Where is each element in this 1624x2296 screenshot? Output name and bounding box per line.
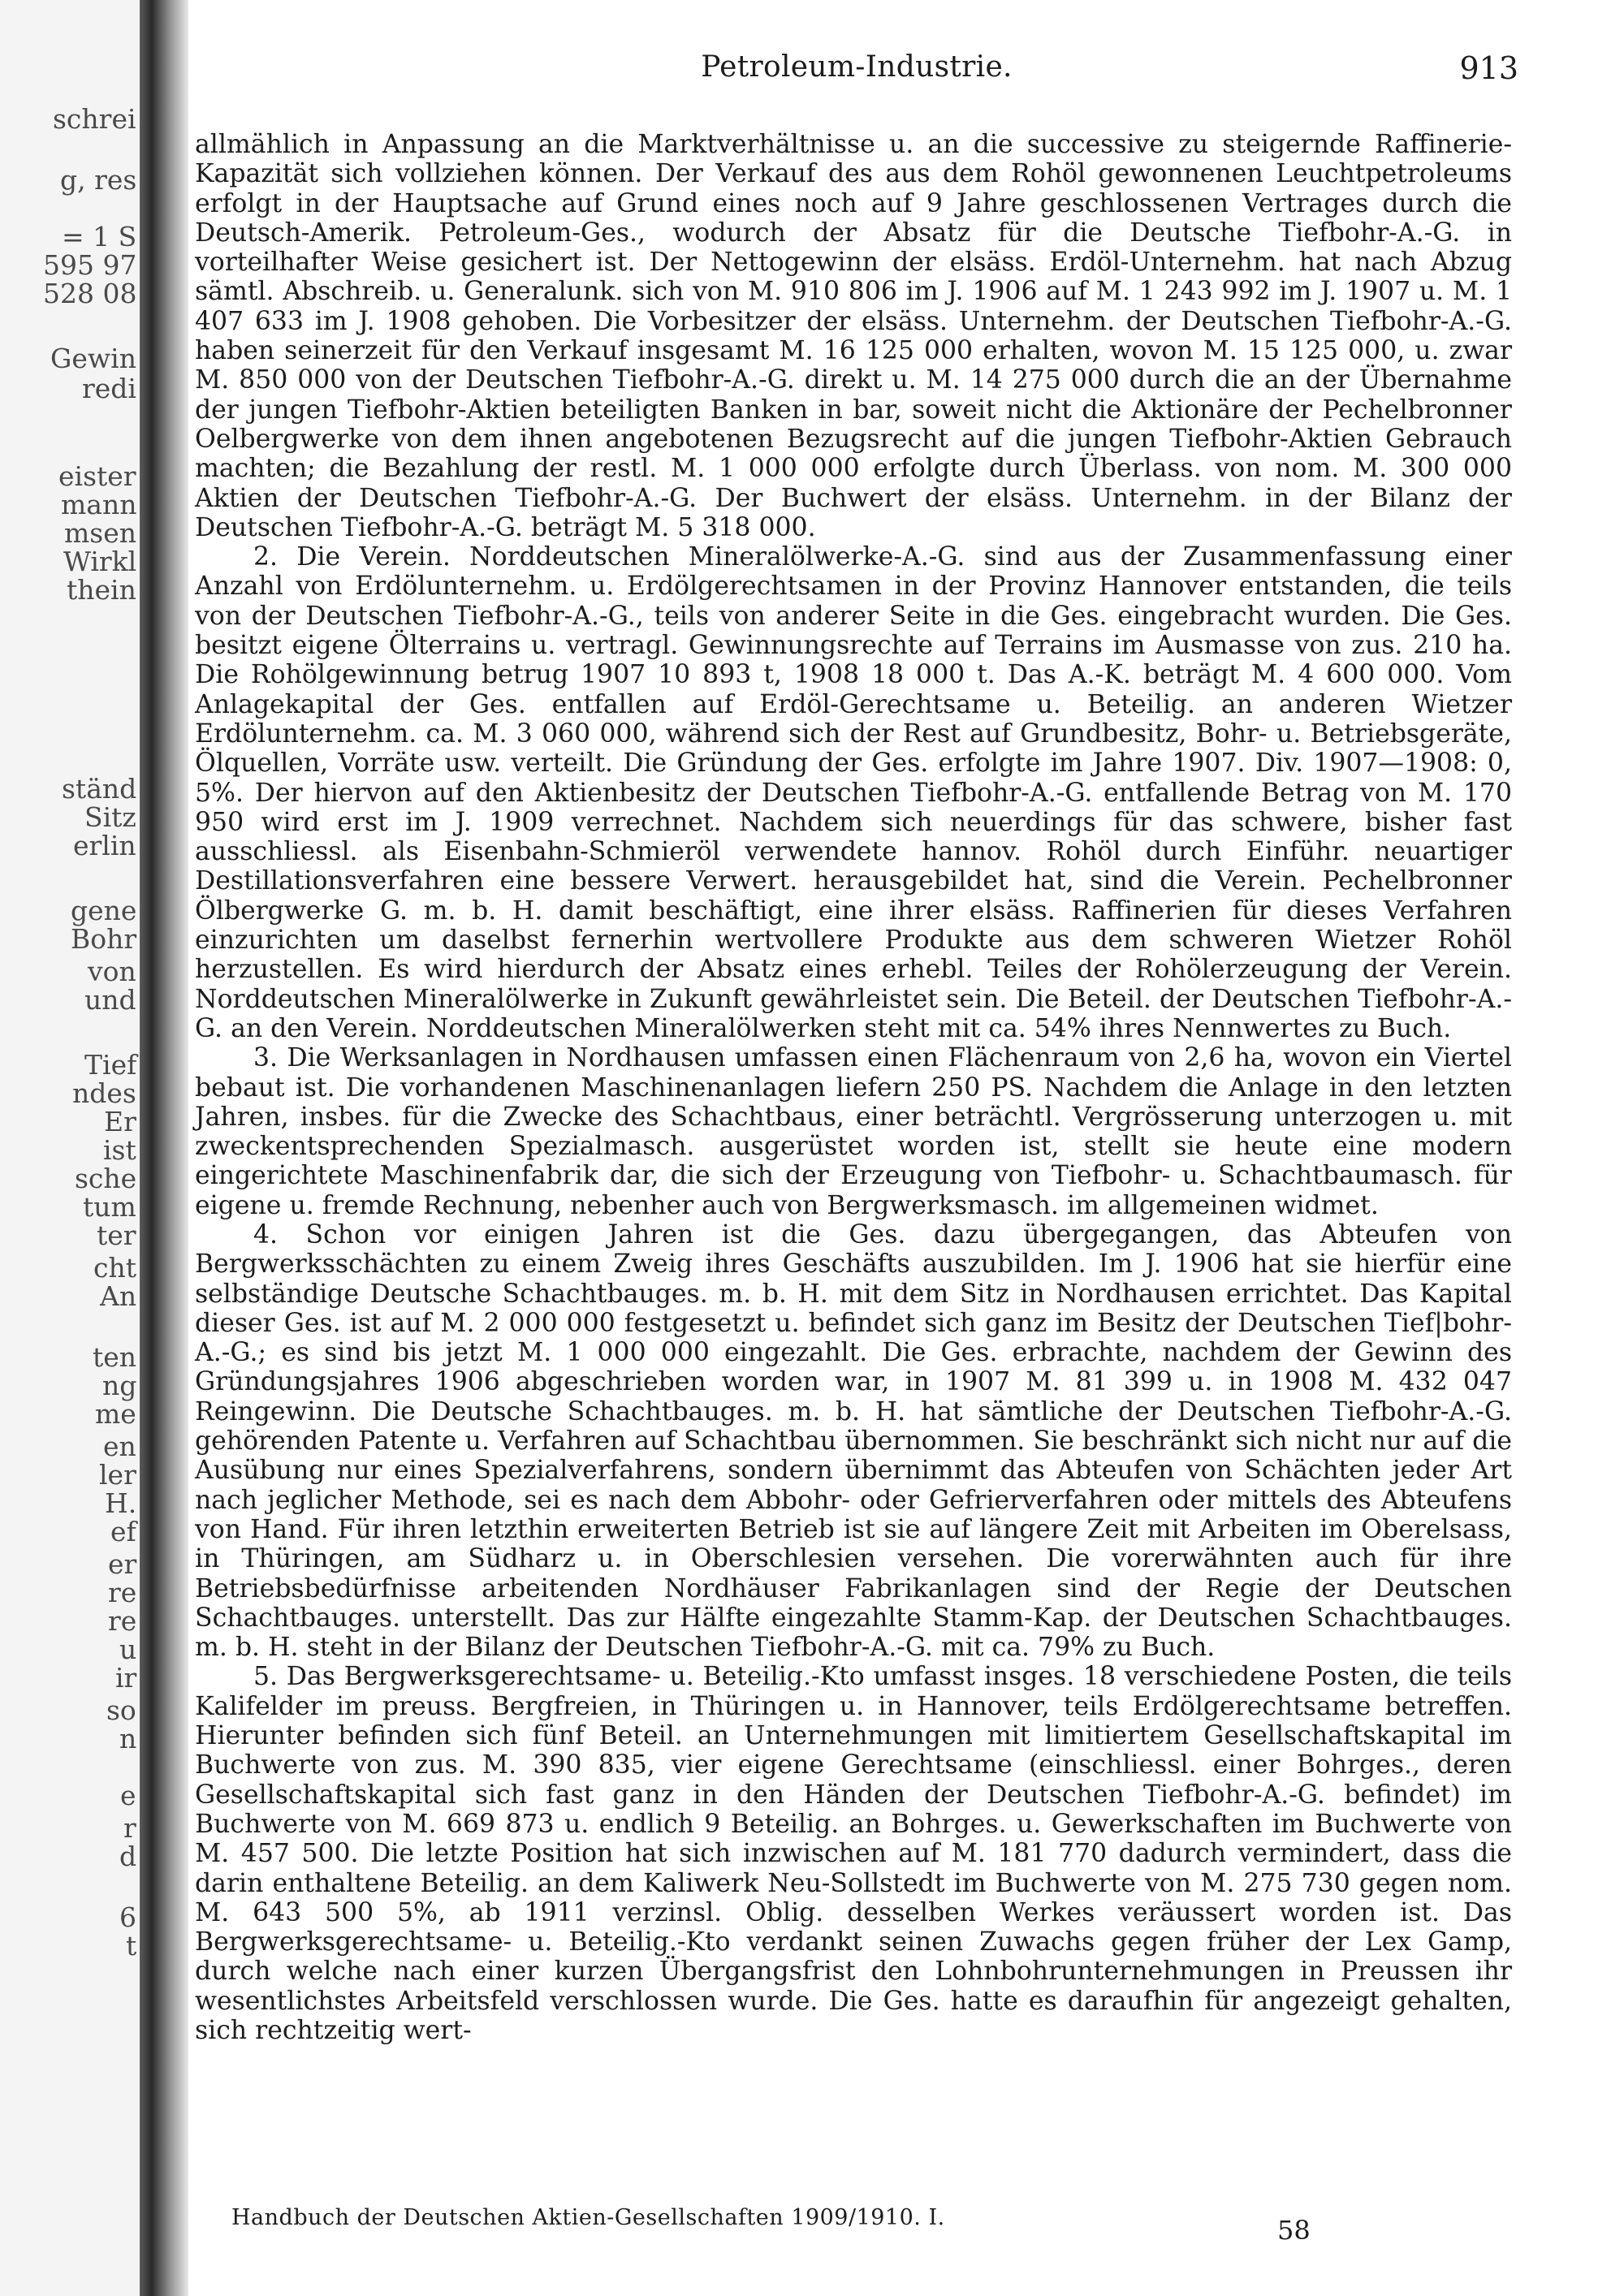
margin-fragment: Er [104,1106,136,1137]
margin-fragment: eister [58,460,136,492]
margin-fragment: ten [93,1341,137,1373]
paragraph-4: 4. Schon vor einigen Jahren ist die Ges. dazu übergegangen, das Abteufen von Bergwerksschächten zu einem Zweig ihres Geschäfts auszubilden. Im J. 1906 hat sie hierfür eine selbständige Deutsche Schachtbauges. m. b. H. mit dem Sitz in Nordhausen errichtet. Das Kapital dieser Ges. ist auf M. 2 000 000 festgesetzt u. befindet sich ganz im Besitz der Deutschen Tief|bohr-A.-G.; es sind bis jetzt M. 1 000 000 eingezahlt. Die Ges. erbrachte, nachdem der Gewinn des Gründungsjahres 1906 abgeschrieben worden war, in 1907 M. 81 399 u. in 1908 M. 432 047 Reingewinn. Die Deutsche Schachtbauges. m. b. H. hat sämtliche der Deutschen Tiefbohr-A.-G. gehörenden Patente u. Verfahren auf Schachtbau übernommen. Sie beschränkt sich nicht nur auf die Ausübung nur eines Spezialverfahrens, sondern übernimmt das Abteufen von Schächten jeder Art nach jeglicher Methode, sei es nach dem Abbohr- oder Gefrierverfahren oder mittels des Abteufens von Hand. Für ihren letzthin erweiterten Betrieb ist sie auf längere Zeit mit Arbeiten im Oberelsass, in Thüringen, am Südharz u. in Oberschlesien versehen. Die vorerwähnten auch für ihre Betriebsbedürfnisse arbeitenden Nordhäuser Fabrikanlagen sind der Regie der Deutschen Schachtbauges. unterstellt. Das zur Hälfte eingezahlte Stamm-Kap. der Deutschen Schachtbauges. m. b. H. steht in der Bilanz der Deutschen Tiefbohr-A.-G. mit ca. 79% zu Buch. [195,1219,1512,1663]
margin-fragment: cht [93,1252,136,1284]
margin-fragment: ständ [62,773,137,805]
margin-fragment: 595 97 [43,249,137,281]
paragraph-1: allmählich in Anpassung an die Marktverhältnisse u. an die successive zu steigernde Raffinerie-Kapazität sich vollziehen können. Der Verkauf des aus dem Rohöl gewonnenen Leuchtpetroleums erfolgt in der Hauptsache auf Grund eines noch auf 9 Jahre geschlossenen Vertrages durch die Deutsch-Amerik. Petroleum-Ges., wodurch der Absatz für die Deutsche Tiefbohr-A.-G. in vorteilhafter Weise gesichert ist. Der Nettogewinn der elsäss. Erdöl-Unternehm. hat nach Abzug sämtl. Abschreib. u. Generalunk. sich von M. 910 806 im J. 1906 auf M. 1 243 992 im J. 1907 u. M. 1 407 633 im J. 1908 gehoben. Die Vorbesitzer der elsäss. Unternehm. der Deutschen Tiefbohr-A.-G. haben seinerzeit für den Verkauf insgesamt M. 16 125 000 erhalten, wovon M. 15 125 000, u. zwar M. 850 000 von der Deutschen Tiefbohr-A.-G. direkt u. M. 14 275 000 durch die an der Übernahme der jungen Tiefbohr-Aktien beteiligten Banken in bar, soweit nicht die Aktionäre der Pechelbronner Oelbergwerke von dem ihnen angebotenen Bezugsrecht auf die jungen Tiefbohr-Aktien Gebrauch machten; die Bezahlung der restl. M. 1 000 000 erfolgte durch Überlass. von nom. M. 300 000 Aktien der Deutschen Tiefbohr-A.-G. Der Buchwert der elsäss. Unternehm. in der Bilanz der Deutschen Tiefbohr-A.-G. beträgt M. 5 318 000. [195,130,1512,542]
margin-fragment: ir [115,1662,137,1694]
margin-fragment: so [106,1694,136,1726]
paragraph-5: 5. Das Bergwerksgerechtsame- u. Beteilig.-Kto umfasst insges. 18 verschiedene Posten, die teils Kalifelder im preuss. Bergfreien, in Thüringen u. in Hannover, teils Erdölgerechtsame betreffen. Hierunter befinden sich fünf Beteil. an Unternehmungen mit limitiertem Gesellschaftskapital im Buchwerte von zus. M. 390 835, vier eigene Gerechtsame (einschliessl. einer Bohrges., deren Gesellschaftskapital sich fast ganz in den Händen der Deutschen Tiefbohr-A.-G. befindet) im Buchwerte von M. 669 873 u. endlich 9 Beteilig. an Bohrges. u. Gewerkschaften im Buchwerte von M. 457 500. Die letzte Position hat sich inzwischen auf M. 181 770 dadurch vermindert, dass die darin enthaltene Beteilig. an dem Kaliwerk Neu-Sollstedt im Buchwerte von M. 275 730 gegen nom. M. 643 500 5%, ab 1911 verzinsl. Oblig. desselben Werkes veräussert worden ist. Das Bergwerksgerechtsame- u. Beteilig.-Kto verdankt seinen Zuwachs gegen früher der Lex Gamp, durch welche nach einer kurzen Übergangsfrist den Lohnbohrunternehmungen in Preussen ihr wesentlichstes Arbeitsfeld verschlossen wurde. Die Ges. hatte es daraufhin für angezeigt gehalten, sich rechtzeitig wert- [195,1662,1512,2045]
margin-fragment: en [103,1431,136,1462]
margin-fragment: ng [102,1370,137,1401]
page-header [195,50,1518,91]
margin-fragment: Tief [84,1049,137,1081]
margin-fragment: 6 [119,1901,136,1933]
margin-fragment: erlin [73,830,136,861]
left-facing-page-margin [0,0,145,2296]
page-fold-shadow [140,0,188,2296]
margin-fragment: d [119,1841,137,1872]
margin-fragment: Sitz [84,801,136,833]
margin-fragment: An [100,1280,137,1312]
margin-fragment: mann [61,489,137,520]
margin-fragment: = 1 S [62,221,137,252]
margin-fragment: thein [67,574,136,606]
signature-mark: 58 [1277,2215,1311,2246]
margin-fragment: msen [64,517,137,549]
margin-fragment: ler [99,1459,136,1491]
margin-fragment: re [108,1577,137,1608]
margin-fragment: von [88,956,136,987]
margin-fragment: Bohr [71,923,137,955]
margin-fragment: g, res [60,164,137,196]
body-text [195,130,1512,2045]
page-number: 913 [1459,50,1518,86]
margin-fragment: e [120,1780,136,1811]
margin-fragment: me [95,1398,136,1430]
margin-fragment: H. [105,1487,137,1519]
margin-fragment: n [119,1723,137,1754]
margin-fragment: Wirkl [63,546,137,577]
margin-fragment: ter [97,1219,136,1251]
margin-fragment: t [126,1930,137,1962]
margin-fragment: re [108,1605,137,1637]
margin-fragment: tum [83,1191,136,1223]
paragraph-2: 2. Die Verein. Norddeutschen Mineralölwerke-A.-G. sind aus der Zusammenfassung einer Anzahl von Erdölunternehm. u. Erdölgerechtsamen in der Provinz Hannover entstanden, die teils von der Deutschen Tiefbohr-A.-G., teils von anderer Seite in die Ges. eingebracht wurden. Die Ges. besitzt eigene Ölterrains u. vertragl. Gewinnungsrechte auf Terrains im Ausmasse von zus. 210 ha. Die Rohölgewinnung betrug 1907 10 893 t, 1908 18 000 t. Das A.-K. beträgt M. 4 600 000. Vom Anlagekapital der Ges. entfallen auf Erdöl-Gerechtsame u. Beteilig. an anderen Wietzer Erdölunternehm. ca. M. 3 060 000, während sich der Rest auf Grundbesitz, Bohr- u. Betriebsgeräte, Ölquellen, Vorräte usw. verteilt. Die Gründung der Ges. erfolgte im Jahre 1907. Div. 1907—1908: 0, 5%. Der hiervon auf den Aktienbesitz der Deutschen Tiefbohr-A.-G. entfallende Betrag von M. 170 950 wird erst im J. 1909 verrechnet. Nachdem sich neuerdings für das schwere, bisher fast ausschliessl. als Eisenbahn-Schmieröl verwendete hannov. Rohöl durch Einführ. neuartiger Destillationsverfahren eine bessere Verwert. herausgebildet hat, sind die Verein. Pechelbronner Ölbergwerke G. m. b. H. damit beschäftigt, eine ihrer elsäss. Raffinerien für dieses Verfahren einzurichten um daselbst fernerhin wertvollere Produkte aus dem schweren Wietzer Rohöl herzustellen. Es wird hierdurch der Absatz eines erhebl. Teiles der Rohölerzeugung der Verein. Norddeutschen Mineralölwerke in Zukunft gewährleistet sein. Die Beteil. der Deutschen Tiefbohr-A.-G. an den Verein. Norddeutschen Mineralölwerken steht mit ca. 54% ihres Nennwertes zu Buch. [195,542,1512,1043]
footer-book-title: Handbuch der Deutschen Aktien-Gesellschaften 1909/1910. I. [231,2205,945,2230]
margin-fragment: gene [71,895,137,926]
margin-fragment: ist [103,1134,136,1166]
margin-fragment: r [123,1812,136,1844]
margin-fragment: redi [82,373,136,404]
margin-fragment: und [84,984,136,1016]
margin-fragment: er [108,1548,137,1580]
margin-fragment: ndes [72,1077,136,1109]
margin-fragment: 528 08 [43,278,137,309]
margin-fragment: ef [110,1516,136,1547]
page-footer [231,2205,1518,2254]
paragraph-3: 3. Die Werksanlagen in Nordhausen umfassen einen Flächenraum von 2,6 ha, wovon ein Viertel bebaut ist. Die vorhandenen Maschinenanlagen liefern 250 PS. Nachdem die Anlage in den letzten Jahren, insbes. für die Zwecke des Schachtbaus, einer beträchtl. Vergrösserung unterzogen u. mit zweckentsprechenden Spezialmasch. ausgerüstet worden ist, stellt sie heute eine modern eingerichtete Maschinenfabrik dar, die sich der Erzeugung von Tiefbohr- u. Schachtbaumasch. für eigene u. fremde Rechnung, nebenher auch von Bergwerksmasch. im allgemeinen widmet. [195,1043,1512,1220]
margin-fragment: u [119,1634,137,1665]
margin-fragment: sche [75,1163,137,1194]
margin-fragment: Gewin [50,343,136,374]
margin-fragment: schrei [53,103,136,135]
running-title: Petroleum-Industrie. [701,50,1013,84]
